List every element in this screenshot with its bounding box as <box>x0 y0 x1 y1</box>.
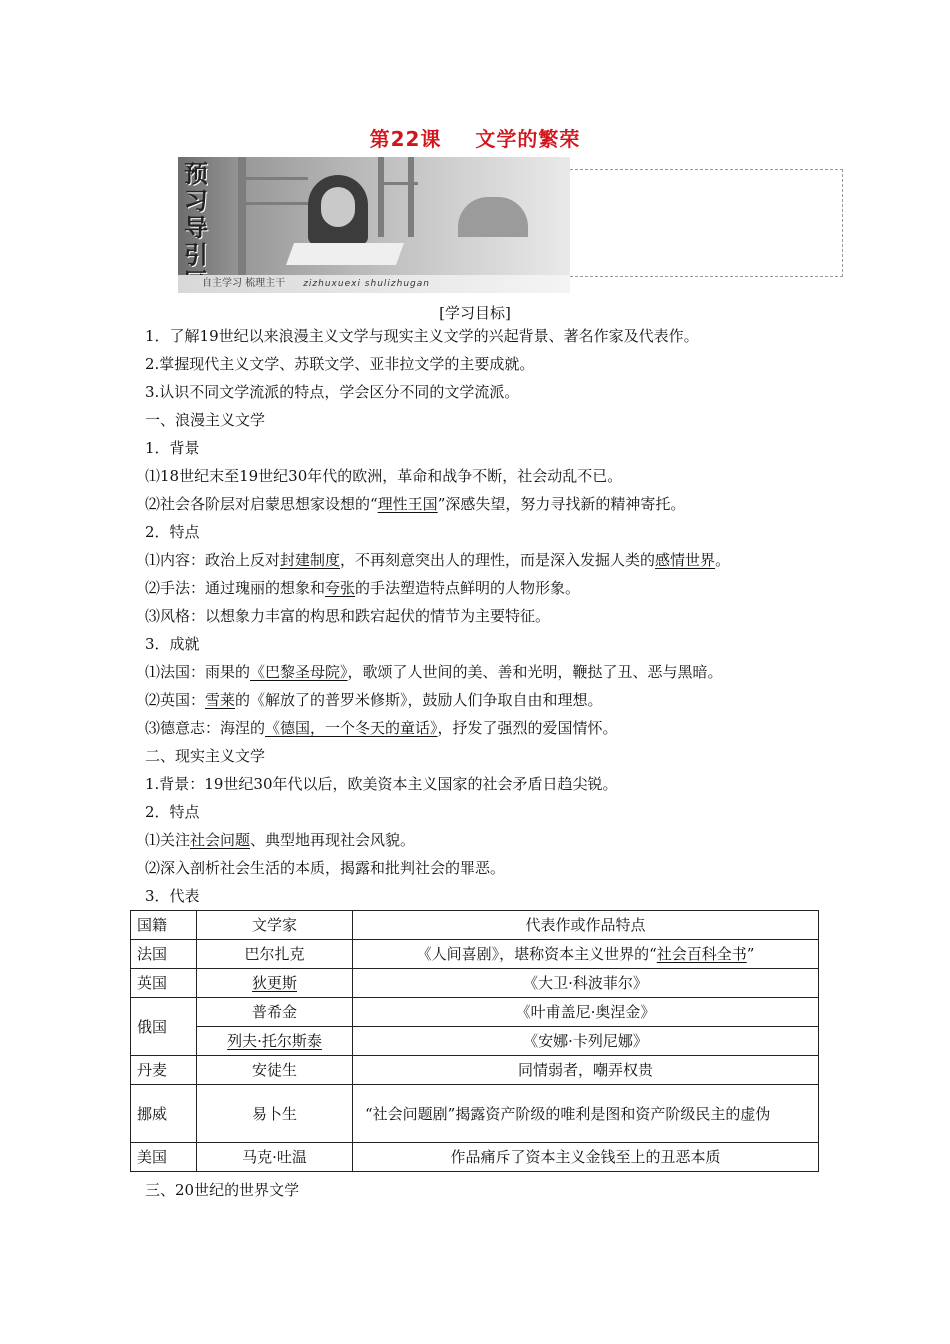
lesson-name: 文学的繁荣 <box>475 127 581 151</box>
sub-heading: 3．代表 <box>145 887 200 905</box>
text-line: ⑴法国：雨果的《巴黎圣母院》，歌颂了人世间的美、善和光明，鞭挞了丑、恶与黑暗。 <box>145 663 723 681</box>
table-header: 代表作或作品特点 <box>353 911 819 940</box>
table-cell: 普希金 <box>197 998 353 1027</box>
text-line: ⑴内容：政治上反对封建制度，不再刻意突出人的理性，而是深入发掘人类的感情世界。 <box>145 551 731 569</box>
table-cell: 易卜生 <box>197 1085 353 1143</box>
banner-vertical-title: 预 习 导 引 <box>184 160 208 269</box>
lesson-body <box>145 322 825 910</box>
banner-dashed-frame <box>570 169 843 277</box>
table-row <box>131 969 819 998</box>
table-cell: 法国 <box>131 940 197 969</box>
lesson-number: 第22课 <box>369 127 442 151</box>
table-cell: 《人间喜剧》，堪称资本主义世界的“社会百科全书” <box>353 940 819 969</box>
page-title <box>0 123 950 152</box>
goal-item: 1．了解19世纪以来浪漫主义文学与现实主义文学的兴起背景、著名作家及代表作。 <box>145 327 699 345</box>
table-cell: 俄国 <box>131 998 197 1056</box>
section-heading: 三、20世纪的世界文学 <box>145 1181 300 1199</box>
realism-authors-table <box>130 910 819 1172</box>
table-cell: 马克·吐温 <box>197 1143 353 1172</box>
table-row <box>131 998 819 1027</box>
table-cell: 列夫·托尔斯泰 <box>197 1027 353 1056</box>
table-cell: 同情弱者，嘲弄权贵 <box>353 1056 819 1085</box>
table-cell: 丹麦 <box>131 1056 197 1085</box>
banner-caption: 自主学习 梳理主干 zizhuxuexi shulizhugan <box>178 275 570 293</box>
table-cell: 狄更斯 <box>197 969 353 998</box>
text-line: ⑴关注社会问题、典型地再现社会风貌。 <box>145 831 416 849</box>
table-cell: 作品痛斥了资本主义金钱至上的丑恶本质 <box>353 1143 819 1172</box>
section-heading: 二、现实主义文学 <box>145 747 266 765</box>
table-row <box>131 1056 819 1085</box>
open-book <box>286 243 404 265</box>
sub-heading: 2．特点 <box>145 803 200 821</box>
table-cell: 英国 <box>131 969 197 998</box>
table-header-row <box>131 911 819 940</box>
section-heading: 一、浪漫主义文学 <box>145 411 266 429</box>
table-cell: 挪威 <box>131 1085 197 1143</box>
table-row <box>131 1085 819 1143</box>
library-photo <box>178 157 570 275</box>
table-cell: “社会问题剧”揭露资产阶级的唯利是图和资产阶级民主的虚伪 <box>353 1085 819 1143</box>
text-line: ⑵社会各阶层对启蒙思想家设想的“理性王国”深感失望，努力寻找新的精神寄托。 <box>145 495 686 513</box>
table-cell: 《安娜·卡列尼娜》 <box>353 1027 819 1056</box>
table-header: 国籍 <box>131 911 197 940</box>
table-row <box>131 1027 819 1056</box>
text-line: 1.背景：19世纪30年代以后，欧美资本主义国家的社会矛盾日趋尖锐。 <box>145 775 618 793</box>
table-cell: 美国 <box>131 1143 197 1172</box>
table-cell: 《大卫·科波菲尔》 <box>353 969 819 998</box>
text-line: ⑴18世纪末至19世纪30年代的欧洲，革命和战争不断，社会动乱不已。 <box>145 467 623 485</box>
text-line: ⑶德意志：海涅的《德国，一个冬天的童话》，抒发了强烈的爱国情怀。 <box>145 719 618 737</box>
goal-item: 3.认识不同文学流派的特点，学会区分不同的文学流派。 <box>145 383 520 401</box>
text-line: ⑵手法：通过瑰丽的想象和夸张的手法塑造特点鲜明的人物形象。 <box>145 579 581 597</box>
table-row <box>131 940 819 969</box>
goals-label: [学习目标] <box>439 304 511 322</box>
goal-item: 2.掌握现代主义文学、苏联文学、亚非拉文学的主要成就。 <box>145 355 535 373</box>
table-header: 文学家 <box>197 911 353 940</box>
text-line: ⑵英国：雪莱的《解放了的普罗米修斯》，鼓励人们争取自由和理想。 <box>145 691 603 709</box>
table-cell: 《叶甫盖尼·奥涅金》 <box>353 998 819 1027</box>
sub-heading: 3．成就 <box>145 635 200 653</box>
table-cell: 安徒生 <box>197 1056 353 1085</box>
table-row <box>131 1143 819 1172</box>
text-line: ⑶风格：以想象力丰富的构思和跌宕起伏的情节为主要特征。 <box>145 607 551 625</box>
sub-heading: 1．背景 <box>145 439 200 457</box>
sub-heading: 2．特点 <box>145 523 200 541</box>
text-line: ⑵深入剖析社会生活的本质，揭露和批判社会的罪恶。 <box>145 859 506 877</box>
preview-banner <box>178 157 844 293</box>
table-cell: 巴尔扎克 <box>197 940 353 969</box>
